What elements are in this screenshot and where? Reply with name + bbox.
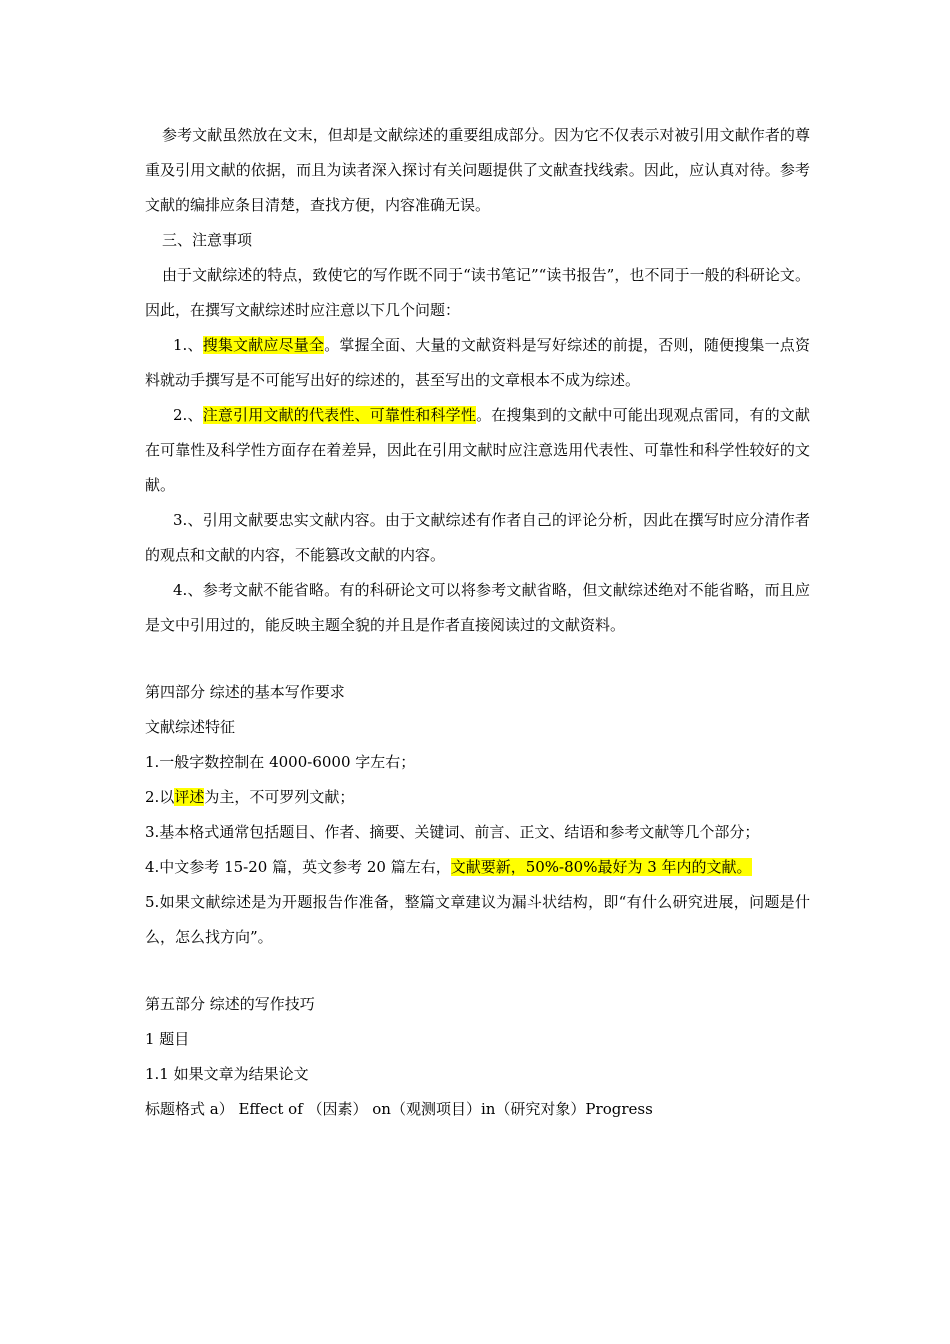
note-number: 3.、	[173, 511, 203, 529]
spacer	[145, 955, 810, 987]
note-number: 2.、	[173, 406, 203, 424]
feature-text: 4.中文参考 15-20 篇，英文参考 20 篇左右，	[145, 858, 451, 876]
references-paragraph: 参考文献虽然放在文末，但却是文献综述的重要组成部分。因为它不仅表示对被引用文献作者的尊重及引用文献的依据，而且为读者深入探讨有关问题提供了文献查找线索。因此，应认真对待。参考文献的编排应条目清楚，查找方便，内容准确无误。	[145, 126, 810, 214]
note-number: 1.、	[173, 336, 203, 354]
note-item-1	[145, 328, 810, 398]
section-heading-notes: 三、注意事项	[162, 231, 253, 249]
note-item-4	[145, 573, 810, 643]
title-format-line: 标题格式 a） Effect of （因素） on（观测项目）in（研究对象）Progress	[145, 1100, 653, 1118]
feature-item-5: 5.如果文献综述是为开题报告作准备，整篇文章建议为漏斗状结构，即“有什么研究进展，问题是什么，怎么找方向”。	[145, 893, 810, 946]
part4-subtitle: 文献综述特征	[145, 718, 236, 736]
feature-text: 2.以	[145, 788, 175, 806]
note-text: 引用文献要忠实文献内容。由于文献综述有作者自己的评论分析，因此在撰写时应分清作者的观点和文献的内容，不能篡改文献的内容。	[145, 511, 810, 564]
part5-title: 第五部分 综述的写作技巧	[145, 995, 315, 1013]
note-text: 。在搜集到的文献中可能出现观点雷同，有的文献在可靠性及科学性方面存在着差异，因此在引用文献时应注意选用代表性、可靠性和科学性较好的文献。	[145, 406, 810, 494]
part4-title: 第四部分 综述的基本写作要求	[145, 683, 345, 701]
note-number: 4.、	[173, 581, 203, 599]
part5-section-1-1: 1.1 如果文章为结果论文	[145, 1065, 309, 1083]
feature-text: 为主，不可罗列文献；	[204, 788, 355, 806]
highlighted-text: 搜集文献应尽量全	[202, 336, 325, 354]
highlighted-text: 文献要新，50%-80%最好为 3 年内的文献。	[450, 858, 752, 876]
feature-item-2	[145, 780, 810, 815]
note-item-2	[145, 398, 810, 503]
document-page	[145, 118, 810, 1127]
note-text: 参考文献不能省略。有的科研论文可以将参考文献省略，但文献综述绝对不能省略，而且应是文中引用过的，能反映主题全貌的并且是作者直接阅读过的文献资料。	[145, 581, 810, 634]
spacer	[145, 643, 810, 675]
feature-item-3: 3.基本格式通常包括题目、作者、摘要、关键词、前言、正文、结语和参考文献等几个部分；	[145, 823, 760, 841]
feature-item-4	[145, 850, 810, 885]
note-text: 。掌握全面、大量的文献资料是写好综述的前提，否则，随便搜集一点资料就动手撰写是不可能写出好的综述的，甚至写出的文章根本不成为综述。	[145, 336, 810, 389]
note-item-3	[145, 503, 810, 573]
part5-section-1: 1 题目	[145, 1030, 190, 1048]
highlighted-text: 注意引用文献的代表性、可靠性和科学性	[202, 406, 477, 424]
feature-item-1: 1.一般字数控制在 4000-6000 字左右；	[145, 753, 416, 771]
notes-intro-paragraph: 由于文献综述的特点，致使它的写作既不同于“读书笔记”“读书报告”，也不同于一般的科研论文。因此，在撰写文献综述时应注意以下几个问题：	[145, 266, 810, 319]
highlighted-text: 评述	[174, 788, 205, 806]
